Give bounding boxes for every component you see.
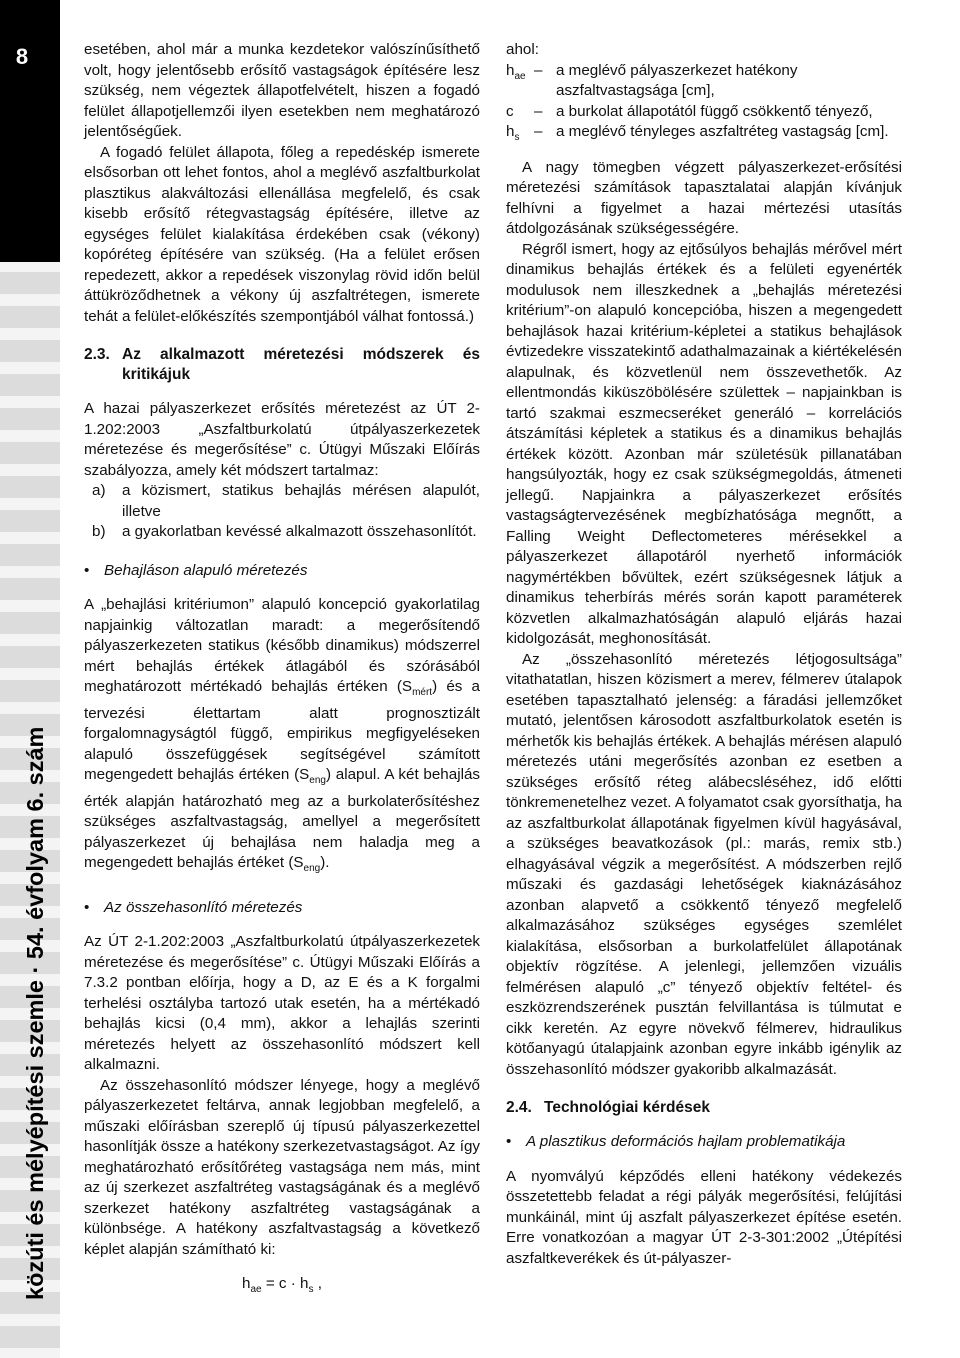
subscript: ae: [514, 70, 526, 82]
definition-text: a meglévő tényleges aszfaltréteg vastagság [cm].: [556, 123, 889, 140]
section-number: 2.3.: [84, 346, 110, 363]
section-number: 2.4.: [506, 1099, 532, 1116]
formula-text: ,: [313, 1275, 322, 1292]
paragraph: A fogadó felület állapota, főleg a repedéskép ismerete elsősorban ott lehet fontos, ahol a meglévő aszfaltburkolat plasztikus alakváltozási ellenállása megfelelő, és csak kisebb erősítő rétegvastagság építésére, illetve az egységes felület kialakítása érdekében csak (vékony) kopóréteg építésére van szükség. (Ha a felület erősen repedezett, akkor a repedések viszonylag rövid időn belül áttükröződhetnek a vékony új aszfaltrétegen, ismerete tehát a felület-előkészítés szempontjából válhat fontossá.): [84, 143, 480, 325]
definition-dash: –: [534, 61, 543, 79]
list-text: a gyakorlatban kevéssé alkalmazott összehasonlítót.: [122, 523, 477, 540]
bullet-heading: [506, 1132, 902, 1153]
bullet-icon: •: [84, 898, 90, 916]
column-right: [506, 40, 902, 1269]
definition-text: a meglévő pályaszerkezet hatékony aszfaltvastagsága [cm],: [556, 61, 798, 99]
bullet-heading: [84, 561, 480, 582]
list-text: a közismert, statikus behajlás mérésen alapulót, illetve: [122, 482, 480, 520]
formula-text: = c · h: [261, 1275, 309, 1292]
formula-symbol: h: [242, 1275, 251, 1292]
subscript: s: [308, 1284, 314, 1295]
subscript: mért: [412, 687, 433, 698]
definition-text: a burkolat állapotától függő csökkentő tényező,: [556, 102, 873, 120]
section-title: Technológiai kérdések: [544, 1099, 710, 1116]
symbol: h: [506, 61, 515, 79]
symbol: h: [506, 123, 515, 140]
paragraph: [84, 595, 480, 880]
section-title: Az alkalmazott méretezési módszerek és kritikájuk: [122, 346, 480, 383]
column-left: [84, 40, 480, 1301]
definition-symbol: [506, 61, 534, 102]
bullet-heading: [84, 898, 480, 919]
paragraph: A hazai pályaszerkezet erősítés méretezést az ÚT 2-1.202:2003 „Aszfaltburkolatú útpályaszerkezetek méretezése és megerősítése” c. Útügyi Műszaki Előírás szabályozza, amely két módszert tartalmaz:: [84, 400, 480, 479]
text-run: ).: [320, 854, 330, 871]
paragraph: A nyomvályú képződés elleni hatékony védekezés összetettebb feladat a régi pályák megerősítési, felújítási munkáinál, mint új aszfalt pályaszerkezet építése esetén. Erre vonatkozóan a magyar ÚT 2-3-301:2002 „Útépítési aszfaltkeverékek és út-pályaszer-: [506, 1167, 902, 1267]
bullet-icon: •: [506, 1133, 512, 1150]
paragraph: Az ÚT 2-1.202:2003 „Aszfaltburkolatú útpályaszerkezetek méretezése és megerősítése” c. Útügyi Műszaki Előírás a 7.3.2 pontban előírja, hogy a D, az E és a K forgalmi terhelési osztályba tartozó utak esetén, ha a mértékadó behajlás kicsi (0,4 mm), akkor a lehajlás szerinti méretezés helyett az összehasonlító módszert kell alkalmazni.: [84, 933, 480, 1073]
section-heading: [84, 345, 480, 385]
definitions-intro: ahol:: [506, 41, 539, 58]
definition-symbol: c: [506, 102, 514, 120]
bullet-icon: •: [84, 561, 90, 579]
subscript: eng: [303, 863, 321, 874]
page-number: 8: [15, 44, 29, 69]
definition-item: [506, 122, 902, 149]
text-run: A „behajlási kritériumon” alapuló koncepció gyakorlatilag napjainkig változatlan maradt: a megerősítendő pályaszerkezeten statikus (később dinamikus) módszerrel mért behajlás értékek átlagából és szórásából meghatározott mértékadó behajlás értéken (S: [84, 596, 480, 695]
subscript: s: [514, 132, 520, 143]
list-label: a): [92, 482, 106, 499]
definition-dash: –: [534, 102, 543, 120]
text-run: ) és a tervezési élettartam alatt prognosztizált forgalomnagyságtól függő, empirikus megfigyeléseken alapuló összefüggések segítségével számított megengedett behajlás értéken (S: [84, 678, 481, 783]
bullet-text: Az összehasonlító méretezés: [104, 898, 303, 916]
definition-symbol: [506, 122, 534, 149]
formula: [84, 1274, 480, 1301]
section-heading: [506, 1098, 902, 1118]
subscript: eng: [309, 775, 326, 786]
list-item: [92, 481, 480, 522]
bullet-text: A plasztikus deformációs hajlam problematikája: [526, 1133, 846, 1150]
paragraph: Régről ismert, hogy az ejtősúlyos behajlás mérővel mért dinamikus behajlás értékek és a felületi egyenérték modulusok nem illeszkednek a „behajlás méretezési kritérium”-on alapuló koncepcióba, hiszen a megengedett behajlások hazai kritérium-képletei a statikus behajlások évtizedekre visszatekintő adathalmazainak a kiértékelésén alapulnak, és közvetlenül nem összevethetők. Az ellentmondás kiküszöbölésére születtek – napjainkban is tartó szakmai eszmecseréket generáló – korrelációs átszámítási képletek a statikus és a dinamikus behajlás értékek között. Azonban már születésük pillanatában hangsúlyozták, hogy ez csak szükségmegoldás, átmeneti jellegű. Napjainkra a pályaszerkezet erősítés vastagságtervezésének megbízhatósága megnőtt, a Falling Weight Deflectometeres mérésekkel a pályaszerkezet állapotáról nyerhető információk nagymértékben bővültek, ezért szükségesnek látjuk a dinamikus teherbírás mérés során kapott paraméterek közvetlen alkalmazhatóságán alapuló eljárás hazai kidolgozását, meghonosítását.: [506, 240, 902, 647]
paragraph: Az összehasonlító módszer lényege, hogy a meglévő pályaszerkezetet feltárva, annak legjobban megfelelő, a műszaki előírásban szereplő új típusú pályaszerkezettel hasonlítják össze a hatékony szerkezetvastagságot. Az így meghatározható erősítőréteg vastagsága nem más, mint az új szerkezet aszfaltréteg vastagságának és a meglévő szerkezet hatékony aszfaltréteg vastagságának a különbsége. A hatékony aszfaltvastagság a következő képlet alapján számítható ki:: [84, 1076, 480, 1258]
subscript: ae: [250, 1284, 262, 1295]
list-label: b): [92, 523, 106, 540]
definition-dash: –: [534, 123, 543, 140]
list-item: [92, 522, 480, 543]
definition-item: [506, 61, 902, 102]
bullet-text: Behajláson alapuló méretezés: [104, 561, 308, 579]
definition-item: [506, 102, 902, 123]
journal-title: közúti és mélyépítési szemle · 54. évfolyam 6. szám: [22, 726, 48, 1300]
page-number-tab: [0, 0, 60, 262]
paragraph: esetében, ahol már a munka kezdetekor valószínűsíthető volt, hogy jelentősebb erősítő vastagságok építésére lesz szükség, nem végeztek állapotfelvételt, hiszen a fogadó felület állapotjellemzői ilyen esetekben nem meghatározó jelentőségűek.: [84, 41, 480, 140]
paragraph: A nagy tömegben végzett pályaszerkezet-erősítési méretezési számítások tapasztalatai alapján kívánjuk felhívni a figyelmet a hazai mértezési utasítás átdolgozásának szükségességére.: [506, 158, 902, 237]
text-run: ) alapul. A két behajlás érték alapján határozható meg az a burkolaterősítéshez szükséges aszfaltvastagság, amellyel a megerősített pályaszerkezet új behajlása nem haladja meg a megengedett behajlás értéket (S: [84, 766, 480, 871]
paragraph: Az „összehasonlító méretezés létjogosultsága” vitathatatlan, hiszen közismert a merev, félmerev útalapok esetében tapasztalható jelenség: a fáradási jellemzőket mutató, jelentősen károsodott aszfaltburkolatok esetén is mérhetők kis behajlás értékek. A behajlás mérésen alapuló méretezés utáni megerősítés azonban ez esetben a szükséges erősítő réteg alábecsléséhez, idő előtti tönkremenetelhez vezet. A folyamatot csak gyorsíthatja, ha az aszfaltburkolat állapotának figyelmen kívül hagyásával, a szükséges beavatkozások (pl.: marás, remix stb.) elhagyásával végzik a megerősítést. A módszerben rejlő műszaki és gazdasági lehetőségek kiaknázásához azonban alapvető a csökkentő tényező megfelelő alkalmazásához szükséges egységes szemlélet kialakítása, elsősorban a burkolatfelület állapotának objektív rögzítése. A jelenlegi, jellemzően vizuális felmérésen alapuló „c” tényező objektív feltétel- és eszközrendszerének pusztán felvillantása is túlmutat e cikk keretén. Az egyre növekvő félmerev, hidraulikus kötőanyagú útalapjaink azonban egyre inkább igénylik az összehasonlító módszer gyakoribb alkalmazását.: [506, 650, 902, 1078]
